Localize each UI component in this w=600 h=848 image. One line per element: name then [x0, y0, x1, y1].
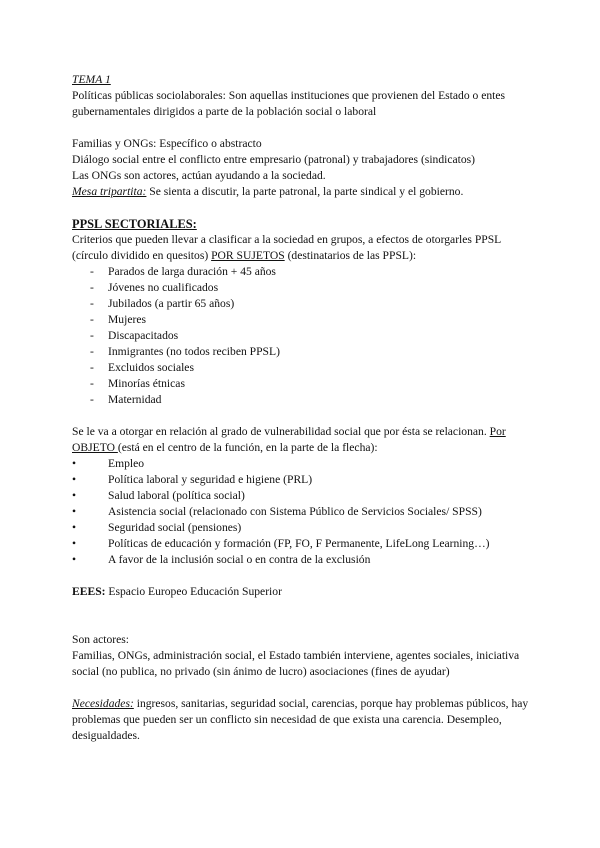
list-item-text: Seguridad social (pensiones) — [108, 521, 242, 534]
list-item-text: Discapacitados — [108, 329, 179, 342]
bullet-marker: • — [72, 537, 77, 550]
list-item — [72, 392, 532, 408]
list-item-text: Jóvenes no cualificados — [108, 281, 219, 294]
tema-definition: Políticas públicas sociolaborales: Son aquellas instituciones que provienen del Estado o entes gubernamentales dirigidos a parte de la población social o laboral — [72, 89, 506, 118]
list-item — [72, 296, 532, 312]
list-item — [72, 520, 532, 536]
list-item-text: Parados de larga duración + 45 años — [108, 265, 276, 278]
dash-marker: - — [90, 377, 94, 390]
bullet-marker: • — [72, 473, 77, 486]
note-mesa — [72, 184, 532, 200]
mesa-label: Mesa tripartita: — [72, 185, 147, 198]
list-item-text: Mujeres — [108, 313, 146, 326]
eees-label: EEES: — [72, 585, 106, 598]
note-familias: Familias y ONGs: Específico o abstracto — [72, 137, 262, 150]
actores-heading: Son actores: — [72, 633, 129, 646]
list-item — [72, 360, 532, 376]
list-item — [72, 552, 532, 568]
eees-text: Espacio Europeo Educación Superior — [105, 585, 282, 598]
dash-marker: - — [90, 313, 94, 326]
list-item-text: A favor de la inclusión social o en contra de la exclusión — [108, 553, 371, 566]
list-item — [72, 504, 532, 520]
dash-marker: - — [90, 265, 94, 278]
list-item — [72, 264, 532, 280]
list-item — [72, 472, 532, 488]
ppsl-intro — [72, 232, 532, 264]
list-item — [72, 280, 532, 296]
sujetos-list — [72, 264, 532, 408]
note-ongs: Las ONGs son actores, actúan ayudando a la sociedad. — [72, 169, 326, 182]
bullet-marker: • — [72, 489, 77, 502]
list-item-text: Excluidos sociales — [108, 361, 194, 374]
objeto-intro — [72, 424, 532, 456]
dash-marker: - — [90, 281, 94, 294]
bullet-marker: • — [72, 457, 77, 470]
list-item-text: Empleo — [108, 457, 145, 470]
bullet-marker: • — [72, 553, 77, 566]
dash-marker: - — [90, 345, 94, 358]
list-item-text: Política laboral y seguridad e higiene (PRL) — [108, 473, 313, 486]
actores-text: Familias, ONGs, administración social, el Estado también interviene, agentes sociales, iniciativa social (no publica, no privado (sin ánimo de lucro) asociaciones (fines de ayudar) — [72, 649, 520, 678]
list-item — [72, 344, 532, 360]
list-item-text: Maternidad — [108, 393, 162, 406]
ppsl-intro-text: Criterios que pueden llevar a clasificar a la sociedad en grupos, a efectos de otorgarles PPSL (círculo dividido en quesitos) — [72, 233, 501, 262]
tema-title: TEMA 1 — [72, 73, 111, 86]
list-item-text: Minorías étnicas — [108, 377, 185, 390]
por-sujetos-label: POR SUJETOS — [211, 249, 285, 262]
note-dialogo: Diálogo social entre el conflicto entre empresario (patronal) y trabajadores (sindicatos) — [72, 153, 476, 166]
list-item — [72, 456, 532, 472]
objeto-intro-tail: (está en el centro de la función, en la parte de la flecha): — [117, 441, 378, 454]
list-item-text: Asistencia social (relacionado con Sistema Público de Servicios Sociales/ SPSS) — [108, 505, 482, 518]
ppsl-intro-tail: (destinatarios de las PPSL): — [284, 249, 417, 262]
list-item — [72, 488, 532, 504]
bullet-marker: • — [72, 505, 77, 518]
list-item-text: Inmigrantes (no todos reciben PPSL) — [108, 345, 280, 358]
mesa-text: Se sienta a discutir, la parte patronal, la parte sindical y el gobierno. — [146, 185, 464, 198]
dash-marker: - — [90, 297, 94, 310]
objetos-list — [72, 456, 532, 568]
list-item — [72, 376, 532, 392]
necesidades-text: ingresos, sanitarias, seguridad social, carencias, porque hay problemas públicos, hay problemas que pueden ser un conflicto sin necesidad de que exista una carencia. Desempleo, desigualdades. — [72, 697, 529, 742]
list-item — [72, 328, 532, 344]
dash-marker: - — [90, 329, 94, 342]
list-item — [72, 536, 532, 552]
list-item-text: Políticas de educación y formación (FP, FO, F Permanente, LifeLong Learning…) — [108, 537, 490, 550]
ppsl-heading: PPSL SECTORIALES: — [72, 217, 197, 231]
por-objeto-label: Por OBJETO — [72, 425, 506, 454]
bullet-marker: • — [72, 521, 77, 534]
necesidades-label: Necesidades: — [72, 697, 134, 710]
list-item-text: Jubilados (a partir 65 años) — [108, 297, 235, 310]
necesidades-paragraph — [72, 696, 532, 744]
list-item-text: Salud laboral (política social) — [108, 489, 245, 502]
list-item — [72, 312, 532, 328]
objeto-intro-text: Se le va a otorgar en relación al grado de vulnerabilidad social que por ésta se relacionan. — [72, 425, 490, 438]
dash-marker: - — [90, 393, 94, 406]
dash-marker: - — [90, 361, 94, 374]
eees-line — [72, 584, 532, 600]
document-body — [72, 72, 532, 744]
